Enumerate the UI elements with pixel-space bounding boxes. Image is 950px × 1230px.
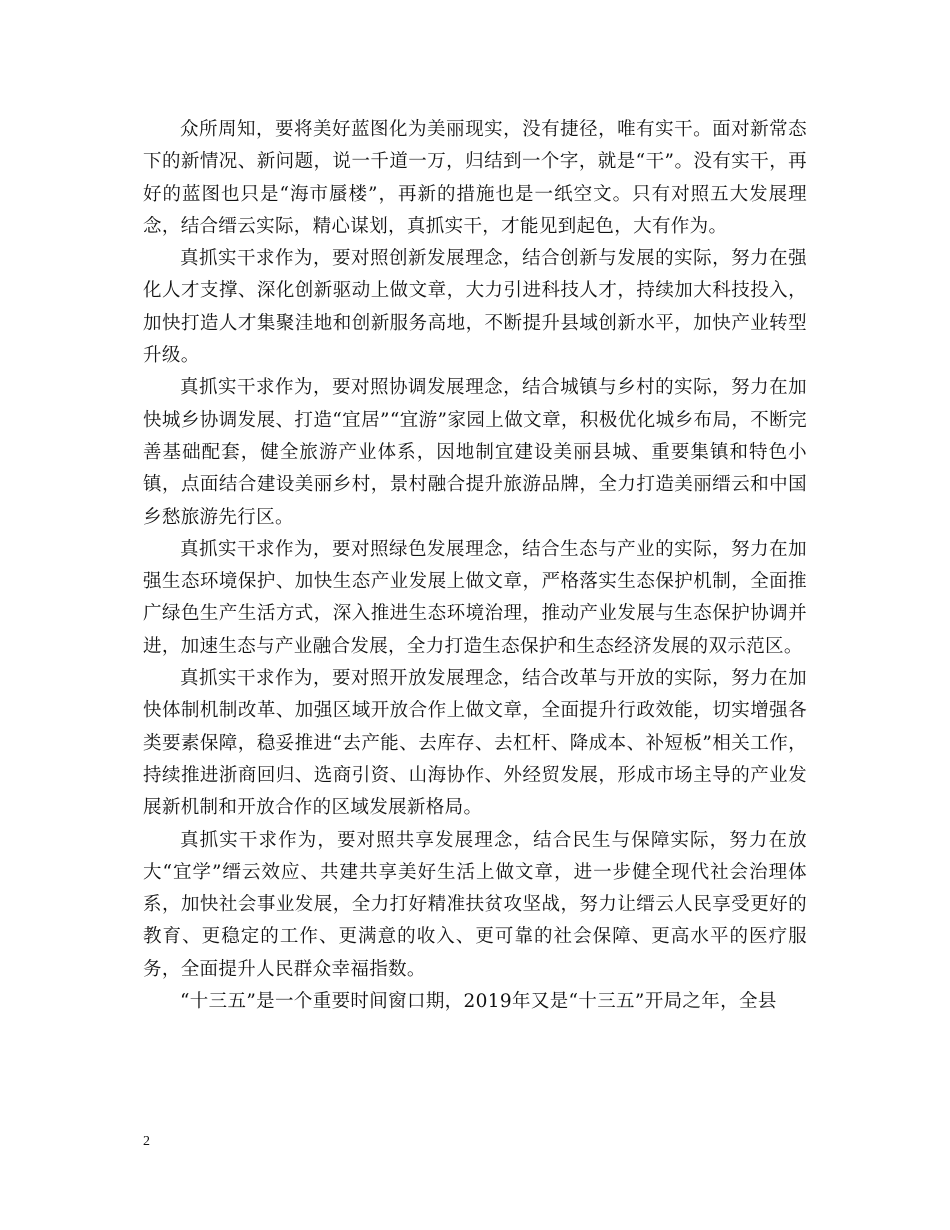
paragraph-green: 真抓实干求作为，要对照绿色发展理念，结合生态与产业的实际，努力在加强生态环境保护、加快生态产业发展上做文章，严格落实生态保护机制，全面推广绿色生产生活方式，深入推进生态环境治理，推动产业发展与生态保护协调并进，加速生态与产业融合发展，全力打造生态保护和生态经济发展的双示范区。 [143,538,807,657]
document-body [143,114,807,1018]
paragraph-coordination: 真抓实干求作为，要对照协调发展理念，结合城镇与乡村的实际，努力在加快城乡协调发展、打造“宜居”“宜游”家园上做文章，积极优化城乡布局，不断完善基础配套，健全旅游产业体系，因地制宜建设美丽县城、重要集镇和特色小镇，点面结合建设美丽乡村，景村融合提升旅游品牌，全力打造美丽缙云和中国乡愁旅游先行区。 [143,377,807,528]
paragraph-innovation: 真抓实干求作为，要对照创新发展理念，结合创新与发展的实际，努力在强化人才支撑、深化创新驱动上做文章，大力引进科技人才，持续加大科技投入，加快打造人才集聚洼地和创新服务高地，不断提升县域创新水平，加快产业转型升级。 [143,248,807,367]
paragraph-openness: 真抓实干求作为，要对照开放发展理念，结合改革与开放的实际，努力在加快体制机制改革、加强区域开放合作上做文章，全面提升行政效能，切实增强各类要素保障，稳妥推进“去产能、去库存、去杠杆、降成本、补短板”相关工作，持续推进浙商回归、选商引资、山海协作、外经贸发展，形成市场主导的产业发展新机制和开放合作的区域发展新格局。 [143,668,807,819]
paragraph-intro: 众所周知，要将美好蓝图化为美丽现实，没有捷径，唯有实干。面对新常态下的新情况、新问题，说一千道一万，归结到一个字，就是“干”。没有实干，再好的蓝图也只是“海市蜃楼”，再新的措施也是一纸空文。只有对照五大发展理念，结合缙云实际，精心谋划，真抓实干，才能见到起色，大有作为。 [143,119,807,237]
page-number: 2 [143,1134,150,1149]
paragraph-thirteenth-five-year: “十三五”是一个重要时间窗口期，2019年又是“十三五”开局之年，全县 [180,991,777,1013]
paragraph-sharing: 真抓实干求作为，要对照共享发展理念，结合民生与保障实际，努力在放大“宜学”缙云效应、共建共享美好生活上做文章，进一步健全现代社会治理体系，加快社会事业发展，全力打好精准扶贫攻坚战，努力让缙云人民享受更好的教育、更稳定的工作、更满意的收入、更可靠的社会保障、更高水平的医疗服务，全面提升人民群众幸福指数。 [143,829,807,980]
